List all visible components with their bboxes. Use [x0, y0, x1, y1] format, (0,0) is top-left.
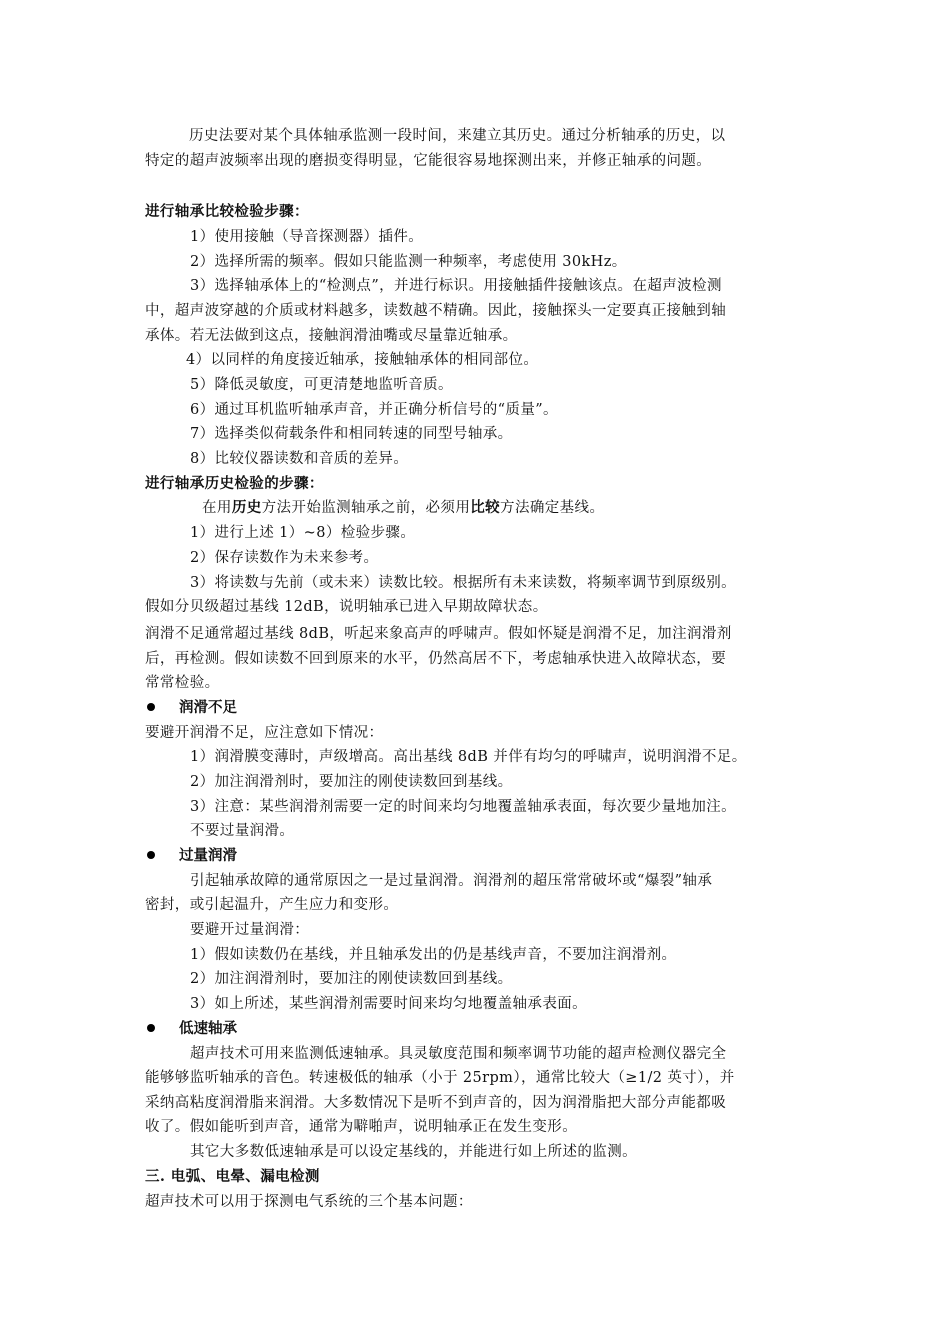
bullet-low-speed-bearings: [145, 1019, 237, 1039]
paragraph-lubrication-line-1: 润滑不足通常超过基线 8dB，听起来象高声的呼啸声。假如怀疑是润滑不足，加注润滑剂: [145, 626, 732, 642]
low-speed-paragraph-line-1: 超声技术可用来监测低速轴承。具灵敏度范围和频率调节功能的超声检测仪器完全: [190, 1046, 727, 1062]
history-step-2: 2）保存读数作为未来参考。: [190, 550, 379, 566]
low-speed-paragraph-line-4: 收了。假如能听到声音，通常为噼啪声，说明轴承正在发生变形。: [145, 1119, 578, 1135]
comparison-step-1: 1）使用接触（导音探测器）插件。: [190, 229, 424, 245]
over-lubrication-item-1: 1）假如读数仍在基线，并且轴承发出的仍是基线声音，不要加注润滑剂。: [190, 947, 677, 963]
history-step-3: 3）将读数与先前（或未来）读数比较。根据所有未来读数，将频率调节到原级别。: [190, 575, 737, 591]
intro-text-history: 历史: [231, 499, 262, 516]
comparison-step-3-line-1: 3）选择轴承体上的“检测点”，并进行标识。用接触插件接触该点。在超声波检测: [190, 278, 722, 294]
section-heading-3: 三. 电弧、电晕、漏电检测: [145, 1168, 320, 1185]
history-step-3-continued: 假如分贝级超过基线 12dB，说明轴承已进入早期故障状态。: [145, 599, 548, 615]
comparison-step-4: 4）以同样的角度接近轴承，接触轴承体的相同部位。: [186, 352, 539, 368]
low-speed-paragraph-line-3: 采纳高粘度润滑脂来润滑。大多数情况下是听不到声音的，因为润滑脂把大部分声能都吸: [145, 1095, 727, 1111]
intro-text-c: 方法开始监测轴承之前，必须用: [261, 500, 471, 516]
comparison-step-7: 7）选择类似荷载条件和相同转速的同型号轴承。: [190, 426, 513, 442]
bullet-label: 润滑不足: [179, 699, 237, 716]
heading-comparison-steps: 进行轴承比较检验步骤：: [145, 203, 309, 220]
comparison-step-2: 2）选择所需的频率。假如只能监测一种频率，考虑使用 30kHz。: [190, 254, 627, 270]
paragraph-history-line-1: 历史法要对某个具体轴承监测一段时间，来建立其历史。通过分析轴承的历史，以: [189, 128, 726, 144]
comparison-step-6: 6）通过耳机监听轴承声音，并正确分析信号的“质量”。: [190, 402, 558, 418]
section-3-intro: 超声技术可以用于探测电气系统的三个基本问题：: [145, 1194, 473, 1210]
under-lubrication-item-2: 2）加注润滑剂时，要加注的刚使读数回到基线。: [190, 774, 513, 790]
paragraph-history-line-2: 特定的超声波频率出现的磨损变得明显，它能很容易地探测出来，并修正轴承的问题。: [145, 153, 712, 169]
intro-text-a: 在用: [202, 500, 232, 516]
paragraph-lubrication-line-3: 常常检验。: [145, 675, 220, 691]
history-step-1: 1）进行上述 1）~8）检验步骤。: [190, 525, 416, 541]
bullet-dot-icon: [147, 851, 155, 859]
bullet-label: 低速轴承: [179, 1020, 237, 1037]
paragraph-lubrication-line-2: 后，再检测。假如读数不回到原来的水平，仍然高居不下，考虑轴承快进入故障状态，要: [145, 651, 727, 667]
over-lubrication-intro: 要避开过量润滑：: [190, 922, 310, 938]
comparison-step-5: 5）降低灵敏度，可更清楚地监听音质。: [190, 377, 453, 393]
history-steps-intro: [202, 498, 828, 518]
intro-text-comparison: 比较: [470, 499, 501, 516]
under-lubrication-item-3: 3）注意：某些润滑剂需要一定的时间来均匀地覆盖轴承表面，每次要少量地加注。: [190, 799, 737, 815]
intro-text-e: 方法确定基线。: [500, 500, 605, 516]
under-lubrication-item-3-continued: 不要过量润滑。: [190, 823, 295, 839]
bullet-under-lubrication: [145, 698, 237, 718]
over-lubrication-item-3: 3）如上所述，某些润滑剂需要时间来均匀地覆盖轴承表面。: [190, 996, 588, 1012]
under-lubrication-intro: 要避开润滑不足，应注意如下情况：: [145, 725, 384, 741]
bullet-over-lubrication: [145, 846, 237, 866]
bullet-dot-icon: [147, 703, 155, 711]
bullet-dot-icon: [147, 1024, 155, 1032]
over-lubrication-item-2: 2）加注润滑剂时，要加注的刚使读数回到基线。: [190, 971, 513, 987]
low-speed-paragraph-2: 其它大多数低速轴承是可以设定基线的，并能进行如上所述的监测。: [190, 1144, 637, 1160]
low-speed-paragraph-line-2: 能够够监听轴承的音色。转速极低的轴承（小于 25rpm），通常比较大（≥1/2 英寸），并: [145, 1070, 735, 1086]
under-lubrication-item-1: 1）润滑膜变薄时，声级增高。高出基线 8dB 并伴有均匀的呼啸声，说明润滑不足。: [190, 749, 747, 765]
bullet-label: 过量润滑: [179, 847, 237, 864]
over-lubrication-paragraph-line-2: 密封，或引起温升，产生应力和变形。: [145, 897, 399, 913]
comparison-step-3-line-2: 中，超声波穿越的介质或材料越多，读数越不精确。因此，接触探头一定要真正接触到轴: [145, 303, 727, 319]
over-lubrication-paragraph-line-1: 引起轴承故障的通常原因之一是过量润滑。润滑剂的超压常常破坏或“爆裂”轴承: [190, 873, 713, 889]
comparison-step-3-line-3: 承体。若无法做到这点，接触润滑油嘴或尽量靠近轴承。: [145, 328, 518, 344]
comparison-step-8: 8）比较仪器读数和音质的差异。: [190, 451, 409, 467]
heading-history-steps: 进行轴承历史检验的步骤：: [145, 475, 324, 492]
